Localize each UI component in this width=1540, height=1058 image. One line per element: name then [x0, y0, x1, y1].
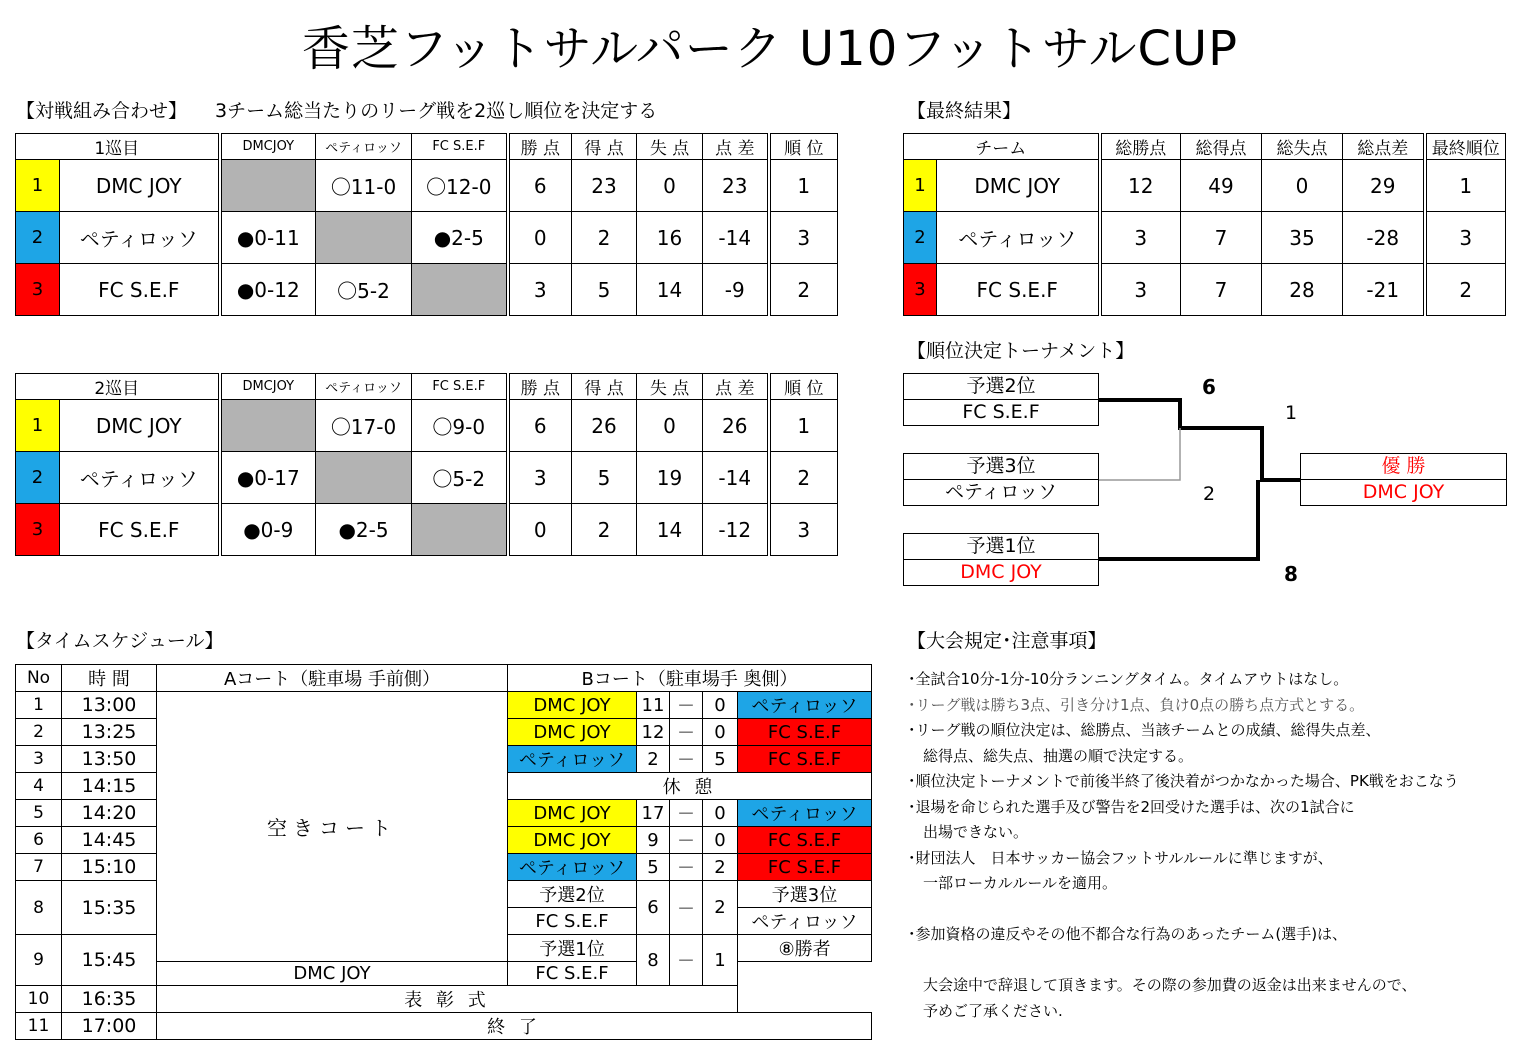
match-result: ●2-5 — [412, 212, 508, 264]
court-a-empty: 空きコート — [157, 692, 508, 962]
match-time: 16:35 — [62, 986, 157, 1013]
away-seed: ⑧勝者 — [738, 935, 872, 962]
match-result: 〇5-2 — [316, 264, 412, 316]
team-number: 1 — [16, 400, 60, 452]
slot-label: 予選3位 — [966, 455, 1036, 477]
match-result: 〇5-2 — [412, 452, 508, 504]
total-goal-diff: -28 — [1343, 212, 1425, 264]
col-header: 点 差 — [703, 374, 769, 400]
away-team: FC S.E.F — [738, 854, 872, 881]
col-header: DMCJOY — [220, 374, 316, 400]
rule-line: ･退場を命じられた選手及び警告を2回受けた選手は、次の1試合に — [908, 797, 1355, 816]
away-score: 0 — [703, 719, 738, 746]
match-time: 14:20 — [62, 800, 157, 827]
total-goals-against: 28 — [1262, 264, 1343, 316]
goals-against: 14 — [637, 264, 703, 316]
match-no: 11 — [16, 1013, 62, 1040]
tournament-heading: 【順位決定トーナメント】 — [907, 340, 1135, 362]
col-header: 勝 点 — [508, 134, 572, 160]
match-time: 15:45 — [62, 935, 157, 986]
home-seed: 予選1位 — [508, 935, 637, 962]
goals-against: 16 — [637, 212, 703, 264]
home-team: DMC JOY — [508, 719, 637, 746]
match-time: 17:00 — [62, 1013, 157, 1040]
match-result: 〇9-0 — [412, 400, 508, 452]
col-header: 順 位 — [769, 374, 838, 400]
away-team: ペティロッソ — [738, 908, 872, 935]
home-score: 9 — [637, 827, 670, 854]
break-note: 休 憩 — [508, 773, 872, 800]
final-rank: 1 — [1425, 160, 1506, 212]
bracket-score: 6 — [1202, 375, 1216, 399]
total-points: 3 — [1100, 264, 1181, 316]
total-points: 3 — [1100, 212, 1181, 264]
goals-against: 0 — [637, 160, 703, 212]
goals-for: 2 — [572, 504, 637, 556]
match-result: 〇12-0 — [412, 160, 508, 212]
away-team: FC S.E.F — [738, 719, 872, 746]
match-result: ●2-5 — [316, 504, 412, 556]
team-number: 1 — [904, 160, 937, 212]
match-time: 14:15 — [62, 773, 157, 800]
end-note: 終 了 — [157, 1013, 872, 1040]
total-goal-diff: 29 — [1343, 160, 1425, 212]
col-header: 勝 点 — [508, 374, 572, 400]
team-number: 3 — [904, 264, 937, 316]
match-result: 〇11-0 — [316, 160, 412, 212]
total-goals-against: 35 — [1262, 212, 1343, 264]
slot-team: FC S.E.F — [904, 399, 1098, 425]
match-no: 5 — [16, 800, 62, 827]
goals-for: 2 — [572, 212, 637, 264]
col-header: 順 位 — [769, 134, 838, 160]
team-name: ペティロッソ — [60, 212, 220, 264]
team-number: 2 — [904, 212, 937, 264]
slot-team: ペティロッソ — [904, 479, 1098, 505]
col-header: 得 点 — [572, 134, 637, 160]
col-header: 総得点 — [1181, 134, 1262, 160]
away-team: ペティロッソ — [738, 692, 872, 719]
team-name: FC S.E.F — [60, 504, 220, 556]
rules-list — [908, 667, 1459, 1024]
points: 6 — [508, 400, 572, 452]
rule-line: ･財団法人 日本サッカー協会フットサルルールに準じますが、 — [908, 848, 1333, 867]
bracket-slot-3 — [903, 533, 1099, 586]
team-number: 2 — [16, 452, 60, 504]
col-header: ペティロッソ — [316, 134, 412, 160]
away-score: 1 — [703, 935, 738, 986]
points: 3 — [508, 264, 572, 316]
table-row — [16, 692, 872, 719]
home-team: ペティロッソ — [508, 854, 637, 881]
rule-line: ･順位決定トーナメントで前後半終了後決着がつかなかった場合、PK戦をおこなう — [908, 772, 1459, 790]
home-score: 12 — [637, 719, 670, 746]
match-no: 8 — [16, 881, 62, 935]
team-name: FC S.E.F — [937, 264, 1100, 316]
col-header: 総勝点 — [1100, 134, 1181, 160]
rule-line — [908, 897, 1459, 923]
match-no: 7 — [16, 854, 62, 881]
bracket-score: 2 — [1203, 483, 1216, 505]
goal-diff: -14 — [703, 452, 769, 504]
rule-line: ･全試合10分-1分-10分ランニングタイム。タイムアウトはなし。 — [908, 670, 1349, 688]
total-goals-for: 7 — [1181, 212, 1262, 264]
goals-for: 23 — [572, 160, 637, 212]
page-title: 香芝フットサルパーク U10フットサルCUP — [301, 21, 1239, 77]
rank: 2 — [769, 452, 838, 504]
away-score: 0 — [703, 827, 738, 854]
final-rank: 2 — [1425, 264, 1506, 316]
dash: － — [670, 719, 703, 746]
home-score: 2 — [637, 746, 670, 773]
col-header: FC S.E.F — [412, 374, 508, 400]
match-result: ●0-12 — [220, 264, 316, 316]
home-team: DMC JOY — [508, 827, 637, 854]
col-header: 得 点 — [572, 374, 637, 400]
match-result: ●0-17 — [220, 452, 316, 504]
home-seed: 予選2位 — [508, 881, 637, 908]
goals-for: 5 — [572, 264, 637, 316]
rule-line: 一部ローカルルールを適用。 — [908, 874, 1118, 892]
rule-line: 出場できない。 — [908, 823, 1029, 841]
goal-diff: 26 — [703, 400, 769, 452]
col-header: ペティロッソ — [316, 374, 412, 400]
away-team: FC S.E.F — [738, 746, 872, 773]
winner-team: DMC JOY — [1301, 479, 1506, 505]
match-no: 1 — [16, 692, 62, 719]
team-number: 3 — [16, 504, 60, 556]
team-name: ペティロッソ — [937, 212, 1100, 264]
bracket-winner — [1300, 453, 1507, 506]
match-no: 2 — [16, 719, 62, 746]
col-header: Bコート（駐車場手 奥側） — [508, 665, 872, 692]
points: 3 — [508, 452, 572, 504]
dash: － — [670, 881, 703, 935]
total-goals-against: 0 — [1262, 160, 1343, 212]
team-name: DMC JOY — [60, 160, 220, 212]
match-time: 13:00 — [62, 692, 157, 719]
rule-line: ･リーグ戦は勝ち3点、引き分け1点、負け0点の勝ち点方式とする。 — [908, 695, 1365, 714]
bracket-slot-2 — [903, 453, 1099, 506]
match-time: 15:35 — [62, 881, 157, 935]
match-time: 15:10 — [62, 854, 157, 881]
final-heading: 【最終結果】 — [907, 100, 1022, 122]
col-header: FC S.E.F — [412, 134, 508, 160]
away-team: FC S.E.F — [508, 962, 637, 986]
goals-for: 5 — [572, 452, 637, 504]
team-number: 2 — [16, 212, 60, 264]
bracket-score: 1 — [1285, 402, 1298, 424]
match-result: ●0-9 — [220, 504, 316, 556]
col-header: DMCJOY — [220, 134, 316, 160]
rule-line — [908, 948, 1459, 974]
col-header: 時 間 — [62, 665, 157, 692]
away-team: ペティロッソ — [738, 800, 872, 827]
points: 6 — [508, 160, 572, 212]
match-result: 〇17-0 — [316, 400, 412, 452]
match-result: ●0-11 — [220, 212, 316, 264]
table-row — [16, 1013, 872, 1040]
total-goal-diff: -21 — [1343, 264, 1425, 316]
ceremony-note: 表 彰 式 — [157, 986, 738, 1013]
rank: 2 — [769, 264, 838, 316]
home-team: FC S.E.F — [508, 908, 637, 935]
away-team: FC S.E.F — [738, 827, 872, 854]
team-number: 1 — [16, 160, 60, 212]
points: 0 — [508, 212, 572, 264]
away-score: 5 — [703, 746, 738, 773]
dash: － — [670, 692, 703, 719]
team-name: ペティロッソ — [60, 452, 220, 504]
points: 0 — [508, 504, 572, 556]
col-header: 点 差 — [703, 134, 769, 160]
col-header: 失 点 — [637, 374, 703, 400]
home-score: 11 — [637, 692, 670, 719]
rule-line: 総得点、総失点、抽選の順で決定する。 — [908, 746, 1194, 765]
match-time: 14:45 — [62, 827, 157, 854]
total-goals-for: 7 — [1181, 264, 1262, 316]
goals-against: 0 — [637, 400, 703, 452]
home-score: 8 — [637, 935, 670, 986]
dash: － — [670, 854, 703, 881]
col-header: チーム — [904, 134, 1100, 160]
col-header: No — [16, 665, 62, 692]
team-name: FC S.E.F — [60, 264, 220, 316]
winner-label: 優 勝 — [1381, 455, 1426, 477]
dash: － — [670, 800, 703, 827]
match-no: 10 — [16, 986, 62, 1013]
goal-diff: -14 — [703, 212, 769, 264]
col-header: Aコート（駐車場 手前側） — [157, 665, 508, 692]
rank: 1 — [769, 400, 838, 452]
col-header: 総点差 — [1343, 134, 1425, 160]
home-team: DMC JOY — [508, 692, 637, 719]
goal-diff: -12 — [703, 504, 769, 556]
slot-label: 予選2位 — [966, 375, 1036, 397]
total-points: 12 — [1100, 160, 1181, 212]
dash: － — [670, 746, 703, 773]
rank: 3 — [769, 212, 838, 264]
schedule-heading: 【タイムスケジュール】 — [16, 630, 224, 652]
col-header: 失 点 — [637, 134, 703, 160]
goals-for: 26 — [572, 400, 637, 452]
total-goals-for: 49 — [1181, 160, 1262, 212]
slot-label: 予選1位 — [966, 535, 1036, 557]
away-score: 2 — [703, 854, 738, 881]
home-team: DMC JOY — [508, 800, 637, 827]
rule-line: ･参加資格の違反やその他不都合な行為のあったチーム(選手)は、 — [908, 925, 1348, 943]
league-heading: 【対戦組み合わせ】 3チーム総当たりのリーグ戦を2巡し順位を決定する — [16, 100, 658, 122]
home-team: DMC JOY — [157, 962, 508, 986]
match-no: 9 — [16, 935, 62, 986]
final-rank: 3 — [1425, 212, 1506, 264]
rank: 1 — [769, 160, 838, 212]
col-header: 総失点 — [1262, 134, 1343, 160]
away-seed: 予選3位 — [738, 881, 872, 908]
away-score: 0 — [703, 800, 738, 827]
match-time: 13:50 — [62, 746, 157, 773]
team-number: 3 — [16, 264, 60, 316]
goal-diff: 23 — [703, 160, 769, 212]
rules-heading: 【大会規定･注意事項】 — [907, 630, 1107, 652]
rank: 3 — [769, 504, 838, 556]
home-score: 5 — [637, 854, 670, 881]
home-score: 17 — [637, 800, 670, 827]
goals-against: 19 — [637, 452, 703, 504]
match-no: 3 — [16, 746, 62, 773]
slot-team: DMC JOY — [904, 559, 1098, 585]
dash: － — [670, 827, 703, 854]
match-time: 13:25 — [62, 719, 157, 746]
goals-against: 14 — [637, 504, 703, 556]
team-name: DMC JOY — [60, 400, 220, 452]
table-row — [16, 986, 872, 1013]
col-header: 最終順位 — [1425, 134, 1506, 160]
goal-diff: -9 — [703, 264, 769, 316]
bracket-score: 8 — [1284, 562, 1298, 586]
team-name: DMC JOY — [937, 160, 1100, 212]
away-score: 2 — [703, 881, 738, 935]
dash: － — [670, 935, 703, 986]
rule-line: 予めご了承ください. — [908, 1001, 1063, 1020]
round-label: 2巡目 — [16, 374, 220, 400]
round-label: 1巡目 — [16, 134, 220, 160]
rule-line: ･リーグ戦の順位決定は、総勝点、当該チームとの成績、総得失点差、 — [908, 721, 1381, 739]
bracket-slot-1 — [903, 373, 1099, 426]
rule-line: 大会途中で辞退して頂きます。その際の参加費の返金は出来ませんので、 — [908, 976, 1417, 994]
schedule-table — [15, 664, 872, 1040]
home-team: ペティロッソ — [508, 746, 637, 773]
away-score: 0 — [703, 692, 738, 719]
home-score: 6 — [637, 881, 670, 935]
match-no: 6 — [16, 827, 62, 854]
match-no: 4 — [16, 773, 62, 800]
